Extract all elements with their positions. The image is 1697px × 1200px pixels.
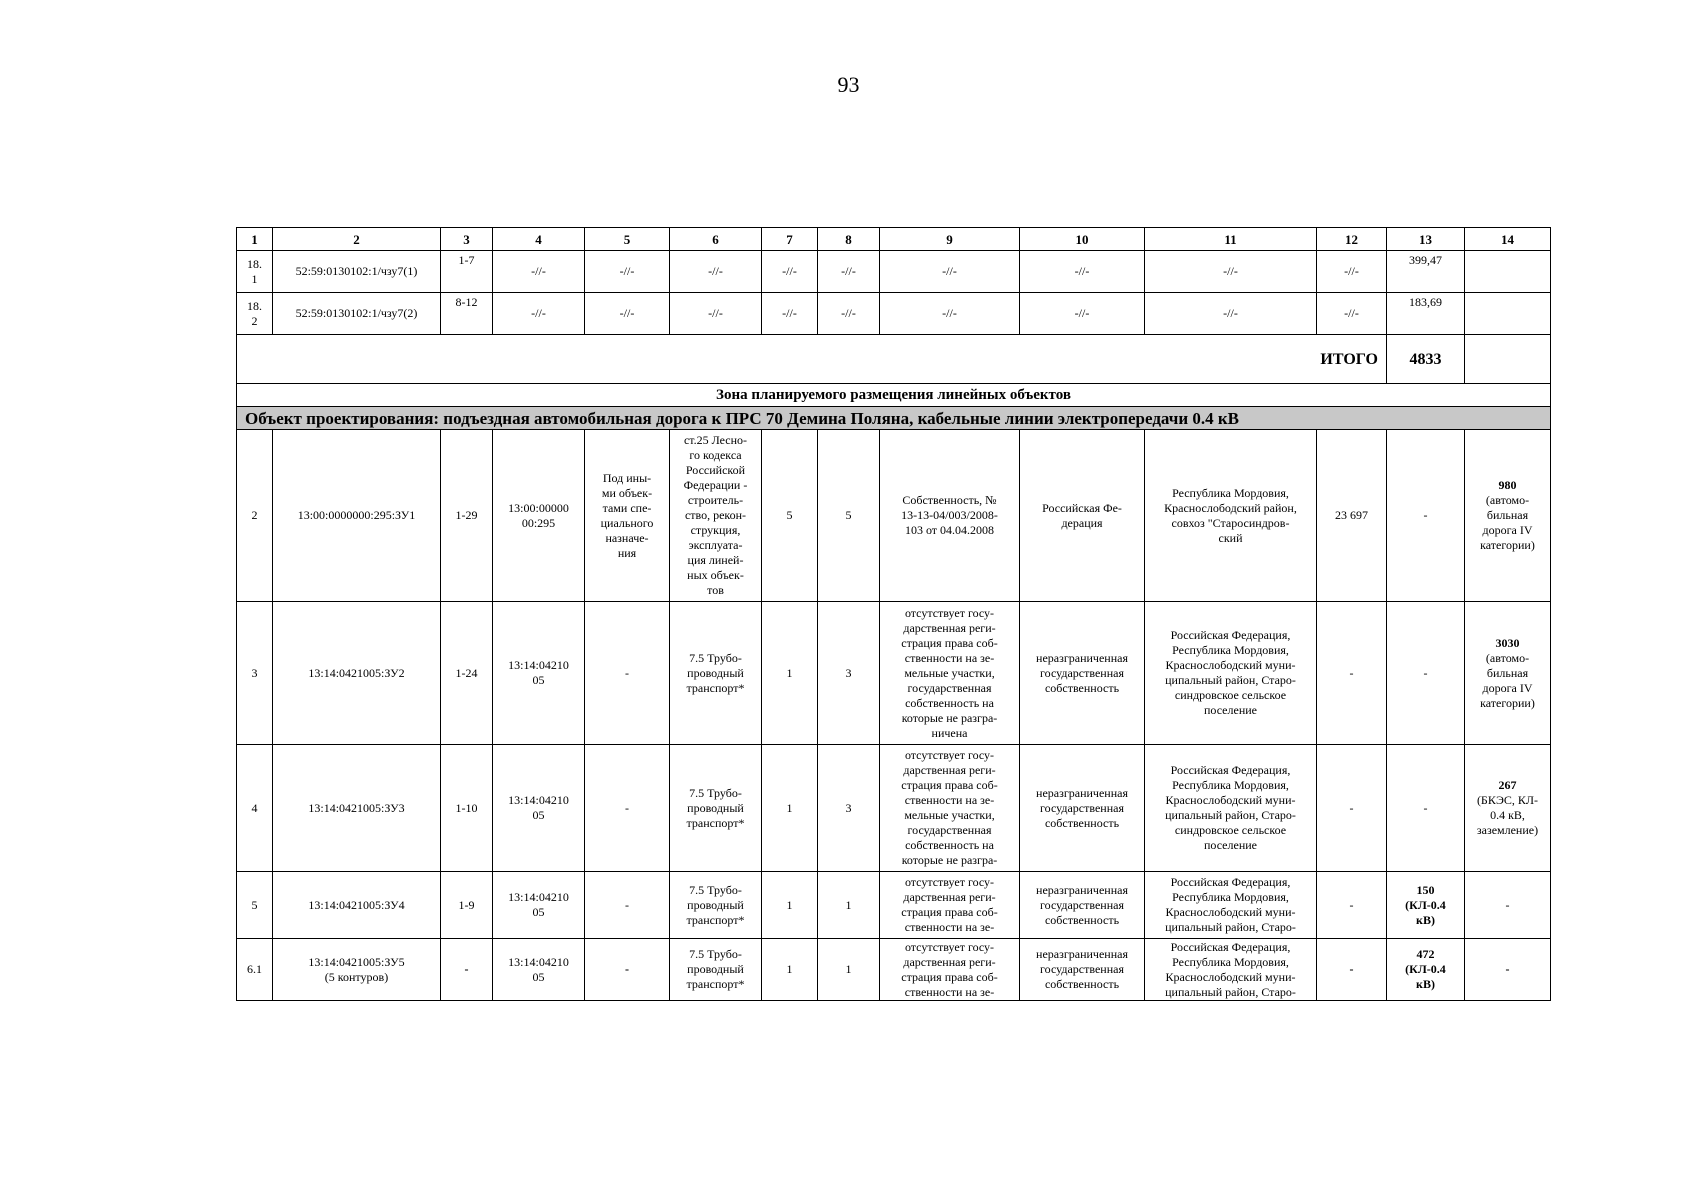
column-number: 9 [880,228,1020,251]
cell-8: -//- [818,293,880,335]
cadastral-block: 13:14:04210 05 [508,890,569,919]
cadastral-block: 13:14:04210 05 [508,658,569,687]
ownership-status: -//- [880,251,1020,293]
cell-7: 1 [762,872,818,939]
cell-7: 1 [762,602,818,745]
row-number: 5 [237,872,273,939]
plot-number: 13:14:0421005:ЗУ5 (5 контуров) [308,954,405,984]
land-category: - [585,745,670,872]
table-row [237,251,1551,293]
land-category: -//- [585,251,670,293]
cadastral-block: 13:14:04210 05 [508,954,569,984]
total-empty-cell [1465,335,1551,384]
cell-14 [1465,293,1551,335]
column-number: 6 [670,228,762,251]
cadastral-block: -//- [493,251,585,293]
cell-12: - [1317,745,1387,872]
area-value: 3030 [1495,635,1520,650]
table-row [237,745,1551,872]
land-category: - [585,939,670,1001]
ownership-status: Собственность, № 13-13-04/003/2008- 103 от 04.04.2008 [901,493,998,537]
cell-7: -//- [762,293,818,335]
location: Российская Федерация, Республика Мордовия, Краснослободский муни- ципальный район, Старо- [1165,875,1296,934]
row-number: 2 [237,430,273,602]
cell-12: 23 697 [1317,430,1387,602]
cell-7: 5 [762,430,818,602]
table-row [237,293,1551,335]
area-value: 150 [1416,882,1435,897]
column-number: 13 [1387,228,1465,251]
cell-12: -//- [1317,293,1387,335]
row-number: 6.1 [237,939,273,1001]
column-number: 1 [237,228,273,251]
area-note: (БКЭС, КЛ- 0.4 кВ, заземление) [1476,793,1539,837]
ownership-status: отсутствует госу- дарственная реги- страция права соб- ственности на зе- [901,939,998,999]
zone-title: Зона планируемого размещения линейных объектов [237,384,1551,407]
cell-7: -//- [762,251,818,293]
location: Российская Федерация, Республика Мордовия, Краснослободский муни- ципальный район, Старо- синдровское сельское поселение [1165,628,1296,717]
area-value: 267 [1498,778,1517,792]
location: -//- [1145,293,1317,335]
object-title: Объект проектирования: подъездная автомобильная дорога к ПРС 70 Демина Поляна, кабельные линии электропередачи 0.4 кВ [237,407,1551,430]
area-note: (автомо- бильная дорога IV категории) [1480,650,1535,710]
cell-12: - [1317,939,1387,1001]
cell-12: - [1317,872,1387,939]
location: Российская Федерация, Республика Мордовия, Краснослободский муни- ципальный район, Старо- синдровское сельское поселение [1165,763,1296,852]
cell-12: -//- [1317,251,1387,293]
location: Республика Мордовия, Краснослободский район, совхоз "Старосиндров- ский [1164,485,1297,545]
row-number: 18. 1 [247,256,262,286]
points-range: 1-29 [441,430,493,602]
column-number: 7 [762,228,818,251]
owner: неразграниченная государственная собственность [1036,882,1128,927]
column-numbers-row [237,228,1551,251]
cell-7: 1 [762,745,818,872]
table-row [237,872,1551,939]
plot-number: 13:00:0000000:295:ЗУ1 [273,430,441,602]
cell-13: - [1387,602,1465,745]
cell-7: 1 [762,939,818,1001]
cell-14 [1465,251,1551,293]
location: -//- [1145,251,1317,293]
column-number: 10 [1020,228,1145,251]
table-row [237,939,1551,1001]
object-title-row [237,407,1551,430]
column-number: 11 [1145,228,1317,251]
plot-number: 52:59:0130102:1/чзу7(1) [273,251,441,293]
column-number: 12 [1317,228,1387,251]
points-range: 1-24 [441,602,493,745]
area-value: 399,47 [1387,251,1465,293]
location: Российская Федерация, Республика Мордовия, Краснослободский муни- ципальный район, Старо- [1165,939,1296,999]
permitted-use: 7.5 Трубо- проводный транспорт* [686,650,745,695]
column-number: 14 [1465,228,1551,251]
owner: -//- [1020,251,1145,293]
area-value: 183,69 [1387,293,1465,335]
area-note: (КЛ-0.4 кВ) [1405,962,1446,991]
plot-number: 13:14:0421005:ЗУ4 [273,872,441,939]
land-category: - [585,872,670,939]
cell-8: 5 [818,430,880,602]
permitted-use: -//- [670,293,762,335]
row-number: 3 [237,602,273,745]
cell-14: - [1465,939,1551,1001]
column-number: 2 [273,228,441,251]
points-range: - [441,939,493,1001]
column-number: 5 [585,228,670,251]
area-value: 472 [1416,947,1435,961]
table-row [237,430,1551,602]
column-number: 8 [818,228,880,251]
permitted-use: 7.5 Трубо- проводный транспорт* [686,947,745,991]
row-number: 18. 2 [247,298,262,328]
ownership-status: отсутствует госу- дарственная реги- страция права соб- ственности на зе- мельные участки, государственная собственность на которые не разгра- ничена [901,605,998,740]
permitted-use: 7.5 Трубо- проводный транспорт* [686,785,745,830]
cell-13: - [1387,745,1465,872]
points-range: 1-9 [441,872,493,939]
land-category: -//- [585,293,670,335]
plot-number: 52:59:0130102:1/чзу7(2) [273,293,441,335]
cadastral-block: 13:14:04210 05 [508,793,569,822]
owner: неразграниченная государственная собственность [1036,785,1128,830]
owner: неразграниченная государственная собственность [1036,650,1128,695]
permitted-use: ст.25 Лесно- го кодекса Российской Федерации - строитель- ство, рекон- струкция, эксплуата- ция линей- ных объек- тов [683,433,748,597]
table-row [237,602,1551,745]
cell-8: 3 [818,602,880,745]
cell-8: 1 [818,872,880,939]
area-value: 980 [1498,478,1517,492]
land-category: Под ины- ми объек- тами спе- циального назначе- ния [600,470,654,560]
total-row [237,335,1551,384]
points-range: 8-12 [441,293,493,335]
total-label: ИТОГО [237,335,1387,384]
cell-8: 3 [818,745,880,872]
cell-8: -//- [818,251,880,293]
points-range: 1-7 [441,251,493,293]
column-number: 4 [493,228,585,251]
area-note: (автомо- бильная дорога IV категории) [1480,493,1535,552]
column-number: 3 [441,228,493,251]
plot-number: 13:14:0421005:ЗУ3 [273,745,441,872]
plot-number: 13:14:0421005:ЗУ2 [273,602,441,745]
cell-14: - [1465,872,1551,939]
area-note: (КЛ-0.4 кВ) [1405,897,1446,927]
owner: неразграниченная государственная собственность [1036,947,1128,991]
zone-title-row [237,384,1551,407]
land-plots-table [236,227,1551,1001]
total-value: 4833 [1387,335,1465,384]
ownership-status: -//- [880,293,1020,335]
owner: Российская Фе- дерация [1042,500,1122,530]
row-number: 4 [237,745,273,872]
cadastral-block: 13:00:00000 00:295 [508,500,569,530]
cell-8: 1 [818,939,880,1001]
owner: -//- [1020,293,1145,335]
ownership-status: отсутствует госу- дарственная реги- страция права соб- ственности на зе- [901,875,998,934]
cadastral-block: -//- [493,293,585,335]
permitted-use: -//- [670,251,762,293]
points-range: 1-10 [441,745,493,872]
cell-13: - [1387,430,1465,602]
page-number: 93 [837,72,860,97]
permitted-use: 7.5 Трубо- проводный транспорт* [686,882,745,927]
land-category: - [585,602,670,745]
cell-12: - [1317,602,1387,745]
ownership-status: отсутствует госу- дарственная реги- страция права соб- ственности на зе- мельные участки, государственная собственность на которые не разгра- [901,748,998,867]
